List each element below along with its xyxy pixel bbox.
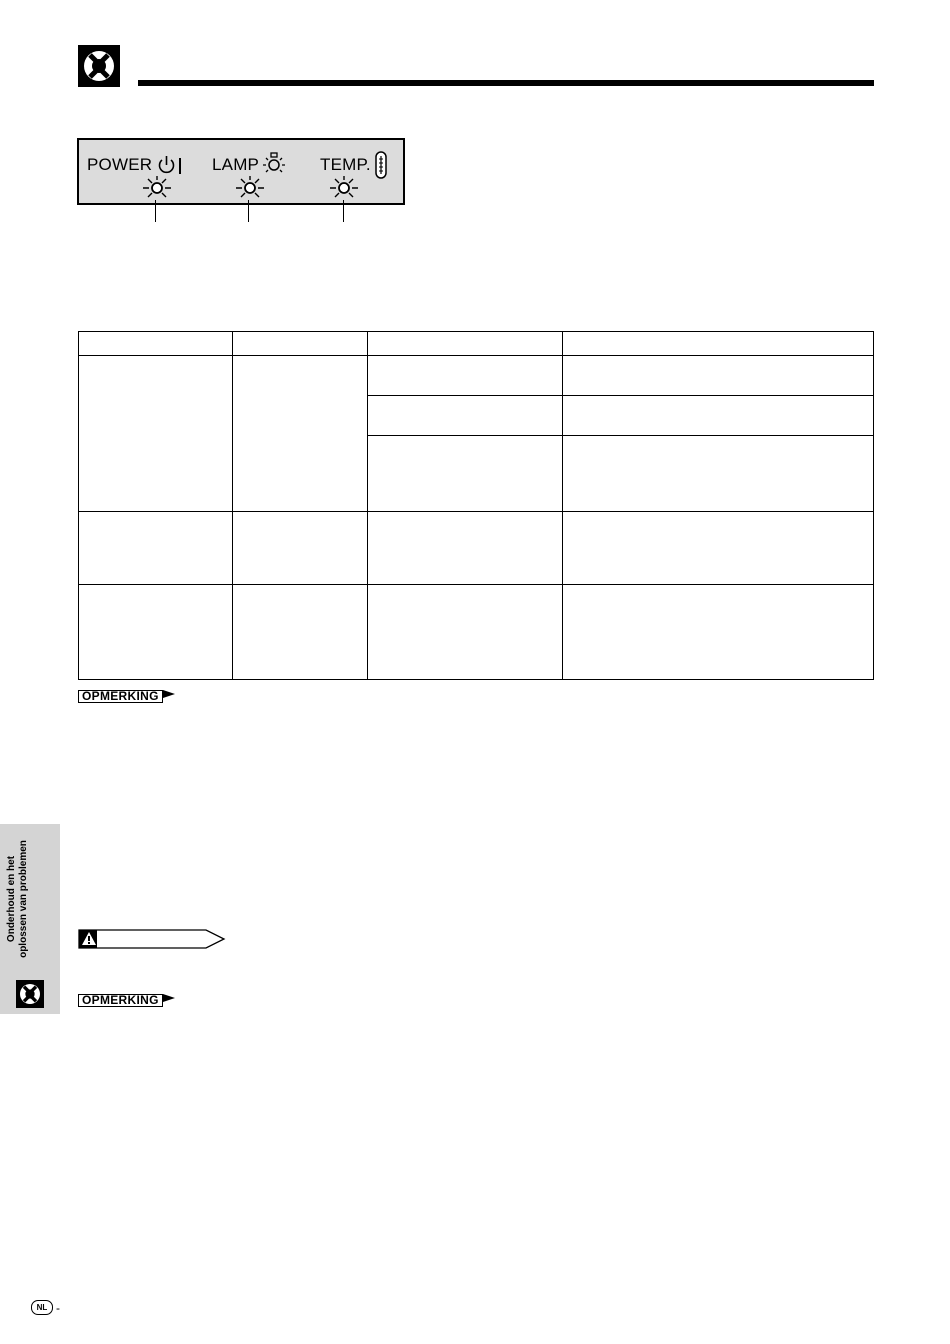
section-side-tab bbox=[0, 824, 60, 1014]
temp-led-icon bbox=[328, 176, 360, 205]
page-separator: - bbox=[56, 1300, 60, 1315]
lamp-leader-line bbox=[248, 200, 249, 222]
temp-leader-line bbox=[343, 200, 344, 222]
note-label: OPMERKING bbox=[78, 994, 163, 1007]
power-leader-line bbox=[155, 200, 156, 222]
temp-label: TEMP. bbox=[320, 155, 371, 174]
table-row bbox=[79, 512, 874, 585]
lifebuoy-icon bbox=[16, 980, 44, 1008]
table-cell bbox=[368, 396, 563, 436]
table-header-row bbox=[79, 332, 874, 356]
table-cell bbox=[563, 356, 874, 396]
lamp-led-icon bbox=[234, 176, 266, 205]
note-label: OPMERKING bbox=[78, 690, 163, 703]
table-cell bbox=[368, 356, 563, 396]
page-number bbox=[31, 1300, 60, 1315]
table-cell bbox=[233, 585, 368, 680]
note-tag bbox=[78, 993, 177, 1007]
table-cell bbox=[563, 585, 874, 680]
indicator-panel bbox=[77, 138, 405, 205]
table-cell bbox=[233, 356, 368, 512]
table-cell bbox=[368, 512, 563, 585]
table-row bbox=[79, 585, 874, 680]
indicator-status-table bbox=[78, 331, 874, 680]
table-cell bbox=[368, 585, 563, 680]
header-rule bbox=[138, 80, 874, 86]
table-cell bbox=[368, 436, 563, 512]
language-badge: NL bbox=[31, 1300, 53, 1315]
section-tab-line: oplossen van problemen bbox=[18, 840, 29, 958]
caution-tag bbox=[78, 928, 226, 955]
header-cell bbox=[563, 332, 874, 356]
table-cell bbox=[79, 512, 233, 585]
header-cell bbox=[233, 332, 368, 356]
table-cell bbox=[563, 436, 874, 512]
section-tab-label bbox=[6, 834, 30, 964]
lamp-label: LAMP bbox=[212, 155, 260, 174]
arrow-right-icon bbox=[163, 687, 177, 705]
header-cell bbox=[79, 332, 233, 356]
section-tab-line: Onderhoud en het bbox=[6, 855, 17, 943]
table-cell bbox=[563, 512, 874, 585]
power-label: POWER bbox=[87, 155, 153, 174]
table-cell bbox=[79, 585, 233, 680]
warning-icon bbox=[81, 931, 97, 951]
header-cell bbox=[368, 332, 563, 356]
power-led-icon bbox=[141, 176, 173, 205]
table-cell bbox=[563, 396, 874, 436]
table-cell bbox=[233, 512, 368, 585]
arrow-right-icon bbox=[163, 991, 177, 1009]
note-tag bbox=[78, 689, 177, 703]
lifebuoy-icon bbox=[78, 45, 120, 87]
thermometer-icon bbox=[375, 151, 387, 184]
table-row bbox=[79, 356, 874, 396]
table-cell bbox=[79, 356, 233, 512]
